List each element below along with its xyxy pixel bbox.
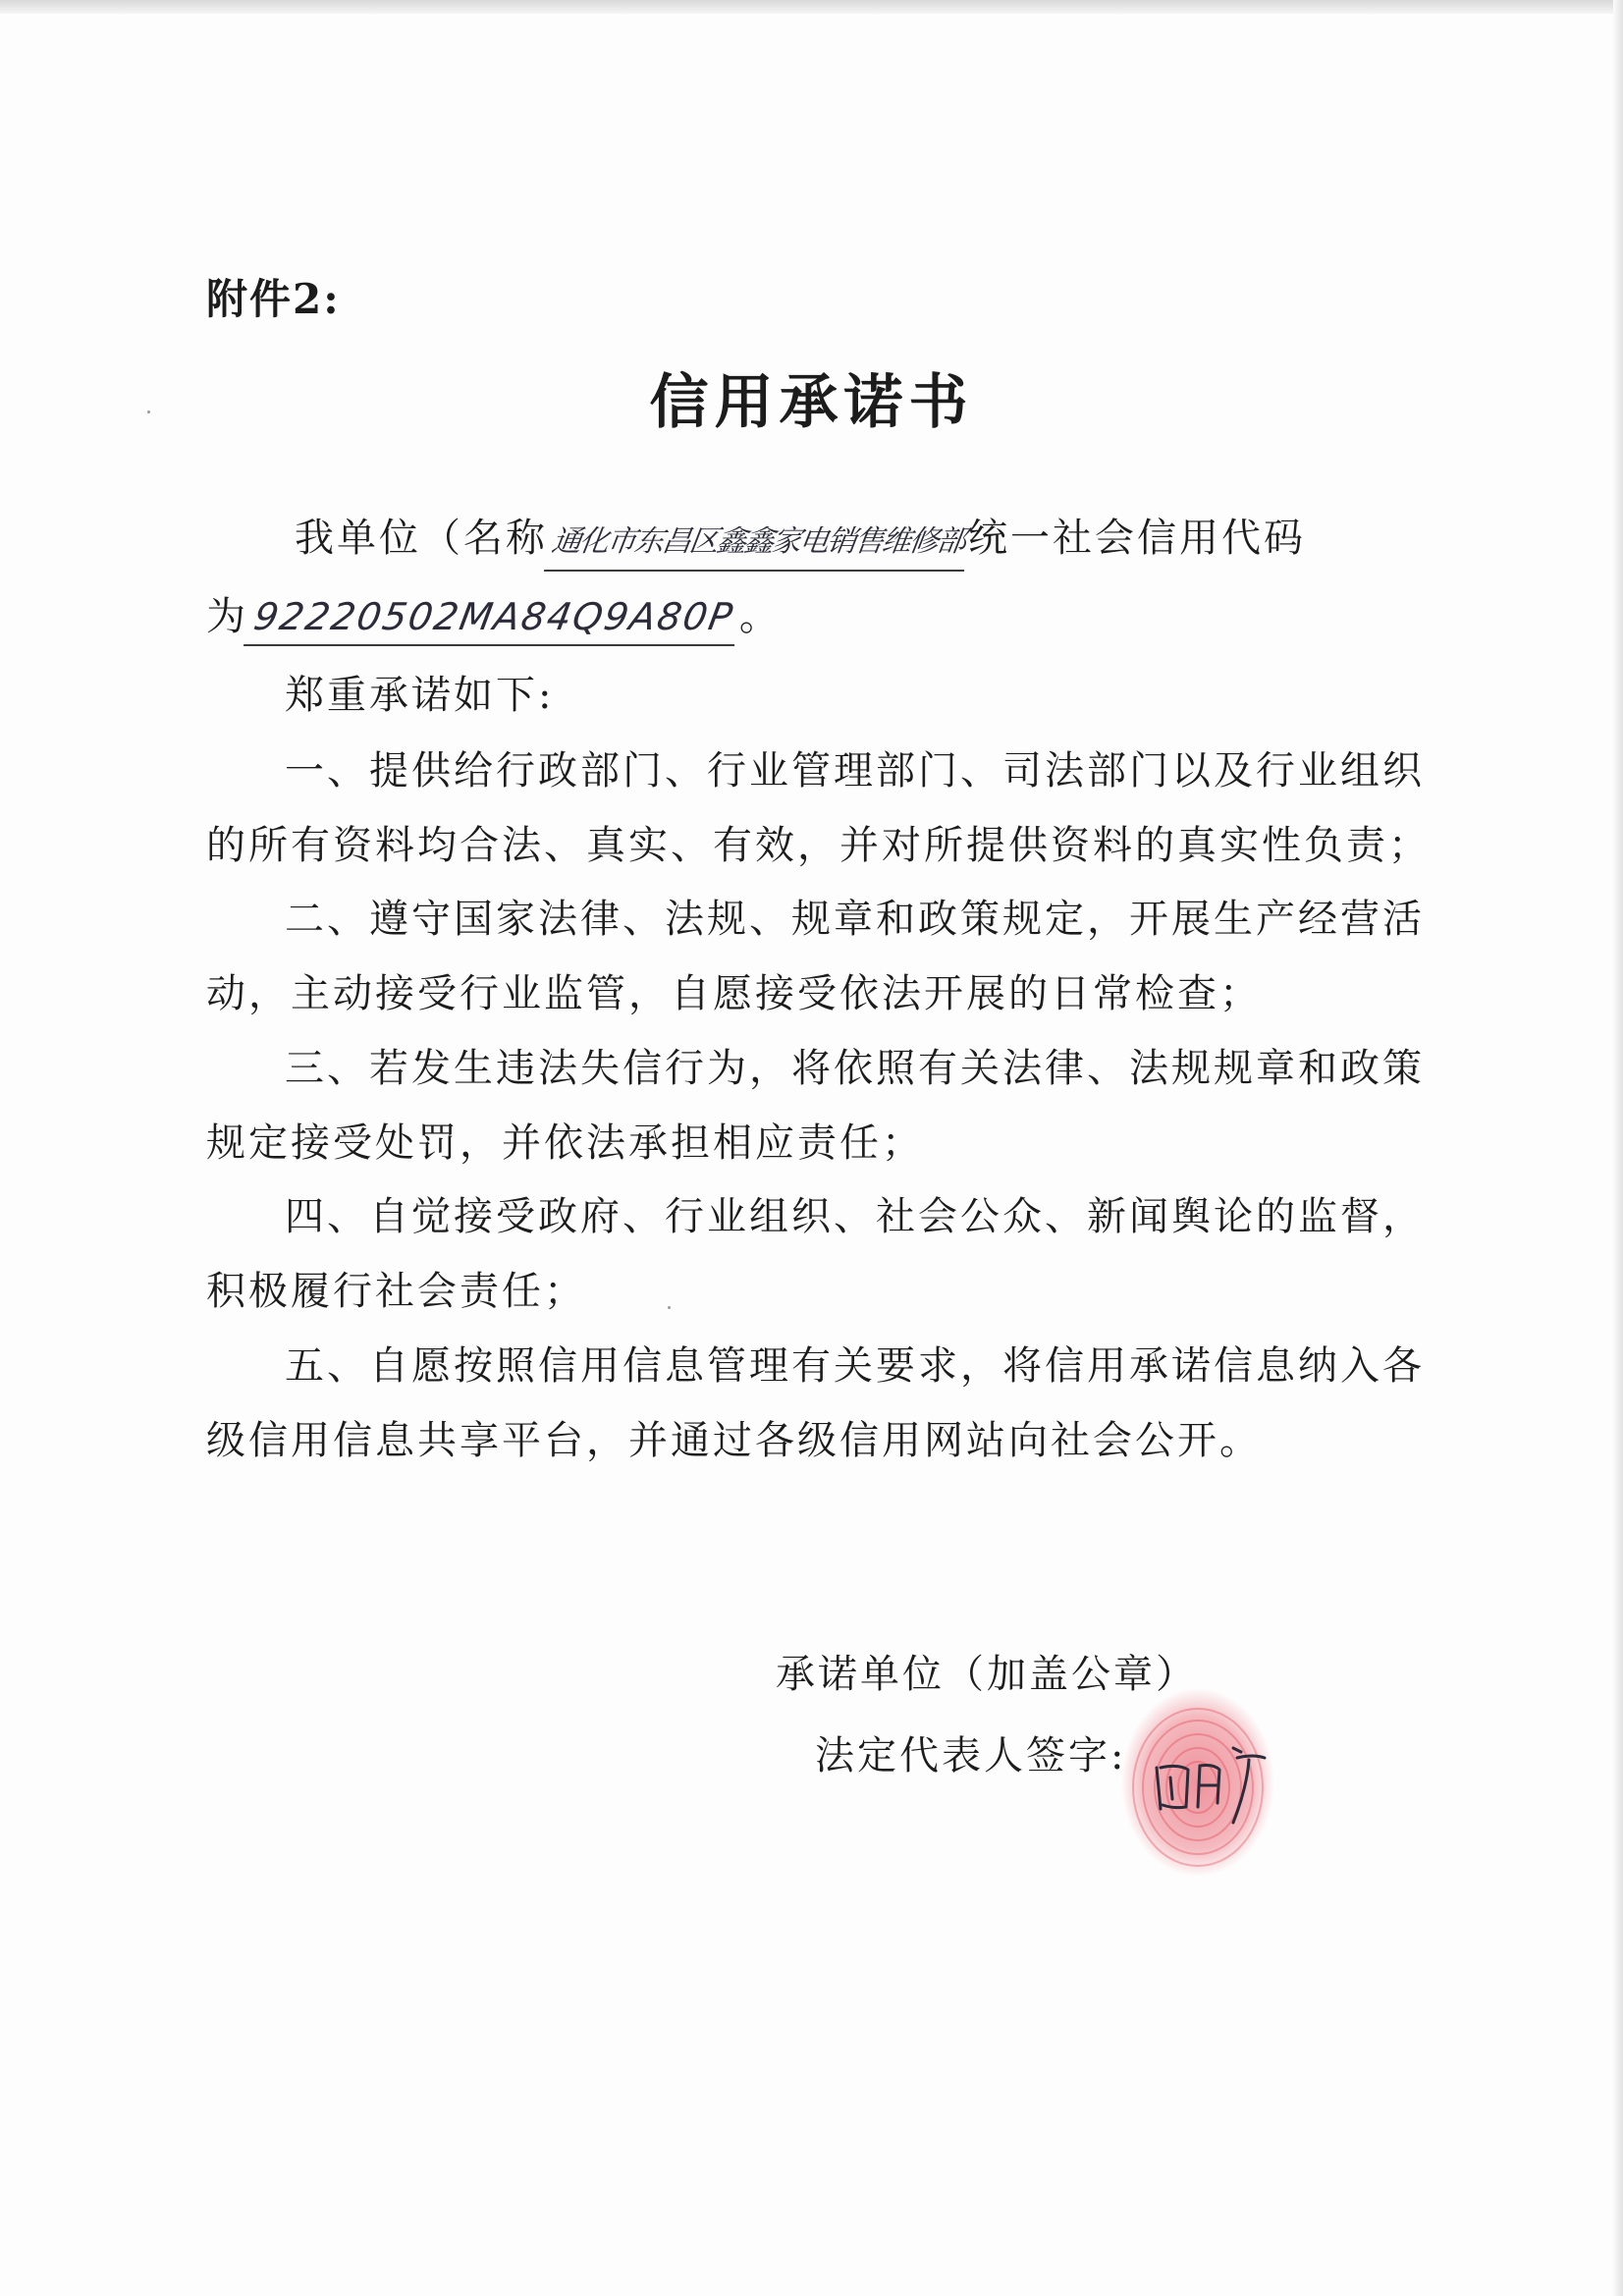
handwritten-credit-code: 92220502MA84Q9A80P bbox=[243, 589, 744, 646]
sign-unit-label: 承诺单位（加盖公章） bbox=[776, 1652, 1198, 1697]
handwritten-signature bbox=[1139, 1728, 1316, 1836]
legal-rep-label: 法定代表人签字: bbox=[815, 1733, 1127, 1778]
code-suffix: 。 bbox=[738, 594, 782, 639]
item1-line1: 一、提供给行政部门、行业管理部门、司法部门以及行业组织 bbox=[285, 748, 1425, 793]
item3-line2: 规定接受处罚，并依法承担相应责任； bbox=[206, 1121, 924, 1166]
unit-suffix: 统一社会信用代码 bbox=[968, 516, 1306, 561]
item4-line1: 四、自觉接受政府、行业组织、社会公众、新闻舆论的监督， bbox=[285, 1194, 1425, 1239]
commitment-intro: 郑重承诺如下: bbox=[285, 673, 555, 718]
item5-line1: 五、自愿按照信用信息管理有关要求，将信用承诺信息纳入各 bbox=[285, 1343, 1425, 1389]
item3-line1: 三、若发生违法失信行为，将依照有关法律、法规规章和政策 bbox=[285, 1046, 1425, 1091]
item5-line2: 级信用信息共享平台，并通过各级信用网站向社会公开。 bbox=[206, 1418, 1262, 1463]
item1-line2: 的所有资料均合法、真实、有效，并对所提供资料的真实性负责； bbox=[206, 823, 1431, 868]
item2-line1: 二、遵守国家法律、法规、规章和政策规定，开展生产经营活 bbox=[285, 897, 1425, 942]
handwritten-unit-name: 通化市东昌区鑫鑫家电销售维修部 bbox=[544, 515, 972, 572]
page-title: 信用承诺书 bbox=[649, 368, 974, 437]
code-prefix: 为 bbox=[206, 594, 248, 639]
item2-line2: 动，主动接受行业监管，自愿接受依法开展的日常检查； bbox=[206, 971, 1262, 1016]
item4-line2: 积极履行社会责任； bbox=[206, 1269, 586, 1314]
attachment-label: 附件2: bbox=[206, 275, 341, 323]
scan-right-edge bbox=[1613, 0, 1623, 2296]
unit-name-line bbox=[295, 511, 1473, 572]
credit-code-line bbox=[206, 589, 1384, 646]
unit-prefix: 我单位（名称 bbox=[295, 516, 548, 561]
scan-top-edge bbox=[0, 0, 1623, 14]
